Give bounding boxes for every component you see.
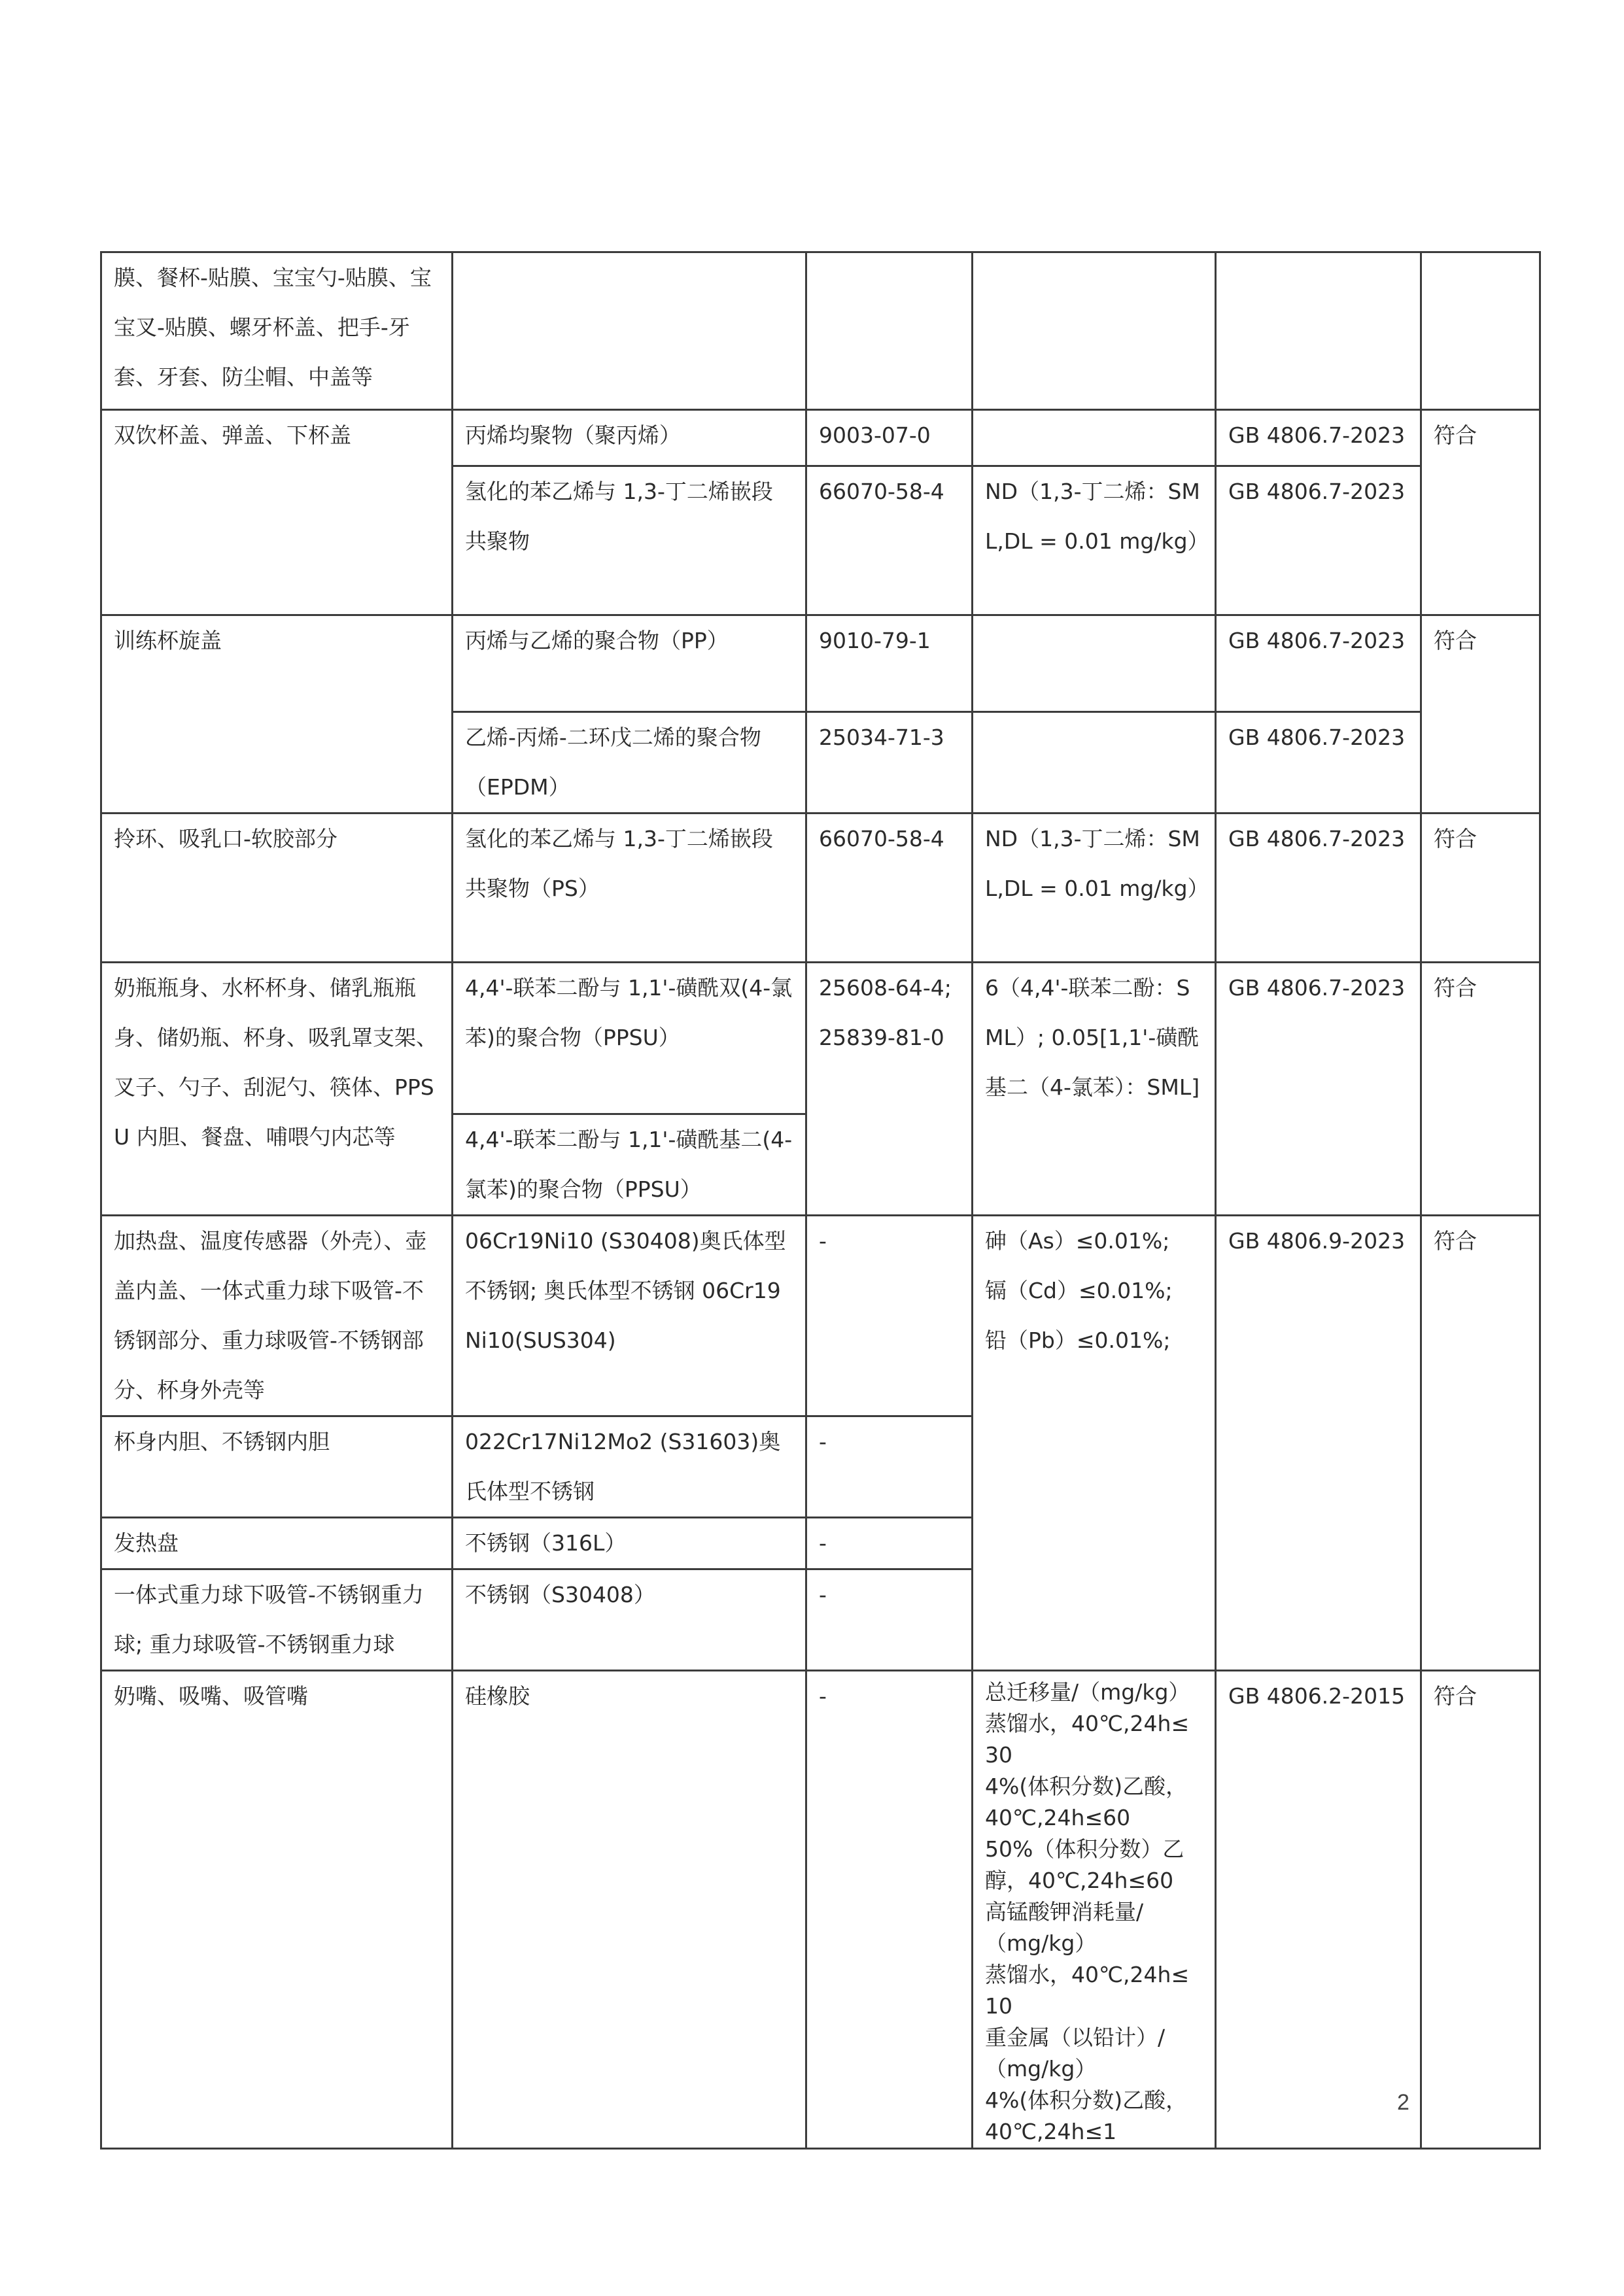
material-cell: 4,4'-联苯二酚与 1,1'-磺酰基二(4-氯苯)的聚合物（PPSU） <box>453 1114 806 1216</box>
limit-cell <box>973 1216 1216 1671</box>
standard-cell: GB 4806.7-2023 <box>1216 814 1421 963</box>
table-row <box>101 252 1540 410</box>
cas-cell: - <box>806 1569 973 1671</box>
limit-cell <box>973 1671 1216 2149</box>
cas-cell: - <box>806 1216 973 1416</box>
result-cell: 符合 <box>1421 410 1540 615</box>
cas-cell: 66070-58-4 <box>806 466 973 615</box>
limit-line: 醇，40℃,24h≤60 <box>985 1868 1174 1893</box>
cas-cell: - <box>806 1416 973 1518</box>
material-cell: 丙烯均聚物（聚丙烯） <box>453 410 806 466</box>
part-cell: 奶瓶瓶身、水杯杯身、储乳瓶瓶身、储奶瓶、杯身、吸乳罩支架、叉子、勺子、刮泥勺、筷体、PPSU 内胆、餐盘、哺喂勺内芯等 <box>101 963 453 1216</box>
standard-cell: GB 4806.2-2015 <box>1216 1671 1421 2149</box>
cas-cell: 66070-58-4 <box>806 814 973 963</box>
result-cell <box>1421 252 1540 410</box>
part-cell: 双饮杯盖、弹盖、下杯盖 <box>101 410 453 615</box>
part-cell: 一体式重力球下吸管-不锈钢重力球; 重力球吸管-不锈钢重力球 <box>101 1569 453 1671</box>
limit-line: 重金属（以铅计）/ <box>985 2025 1166 2050</box>
limit-line: 蒸馏水，40℃,24h≤30 <box>985 1711 1190 1768</box>
limit-cell <box>973 712 1216 814</box>
material-cell: 4,4'-联苯二酚与 1,1'-磺酰双(4-氯苯)的聚合物（PPSU） <box>453 963 806 1114</box>
page-number: 2 <box>1397 2090 1409 2115</box>
limit-line: （mg/kg） <box>985 2056 1097 2082</box>
cas-cell: - <box>806 1518 973 1569</box>
standard-cell <box>1216 252 1421 410</box>
limit-line: 总迁移量/（mg/kg） <box>985 1679 1190 1705</box>
limit-cell: 6（4,4'-联苯二酚：SML）; 0.05[1,1'-磺酰基二（4-氯苯）：SML] <box>973 963 1216 1216</box>
result-cell: 符合 <box>1421 814 1540 963</box>
limit-line: 砷（As）≤0.01%; <box>985 1228 1170 1254</box>
limit-cell <box>973 252 1216 410</box>
table-row <box>101 410 1540 466</box>
material-cell: 硅橡胶 <box>453 1671 806 2149</box>
table-row <box>101 1671 1540 2149</box>
cas-cell: 25034-71-3 <box>806 712 973 814</box>
limit-line: 高锰酸钾消耗量/ <box>985 1899 1144 1925</box>
table-row <box>101 1216 1540 1416</box>
cas-cell: - <box>806 1671 973 2149</box>
material-cell <box>453 252 806 410</box>
standard-cell: GB 4806.7-2023 <box>1216 410 1421 466</box>
compliance-table <box>100 251 1541 2150</box>
part-cell: 拎环、吸乳口-软胶部分 <box>101 814 453 963</box>
material-cell: 不锈钢（S30408） <box>453 1569 806 1671</box>
limit-line: 40℃,24h≤60 <box>985 1805 1131 1830</box>
material-cell: 氢化的苯乙烯与 1,3-丁二烯嵌段共聚物（PS） <box>453 814 806 963</box>
material-cell: 丙烯与乙烯的聚合物（PP） <box>453 615 806 712</box>
standard-cell: GB 4806.7-2023 <box>1216 466 1421 615</box>
standard-cell: GB 4806.7-2023 <box>1216 615 1421 712</box>
standard-cell: GB 4806.7-2023 <box>1216 963 1421 1216</box>
standard-cell: GB 4806.9-2023 <box>1216 1216 1421 1671</box>
limit-cell: ND（1,3-丁二烯：SML,DL = 0.01 mg/kg） <box>973 466 1216 615</box>
standard-cell: GB 4806.7-2023 <box>1216 712 1421 814</box>
limit-line: 4%(体积分数)乙酸， <box>985 2087 1188 2113</box>
material-cell: 不锈钢（316L） <box>453 1518 806 1569</box>
material-cell: 乙烯-丙烯-二环戊二烯的聚合物（EPDM） <box>453 712 806 814</box>
result-cell: 符合 <box>1421 1671 1540 2149</box>
material-cell: 022Cr17Ni12Mo2 (S31603)奥氏体型不锈钢 <box>453 1416 806 1518</box>
part-cell: 膜、餐杯-贴膜、宝宝勺-贴膜、宝宝叉-贴膜、螺牙杯盖、把手-牙套、牙套、防尘帽、中盖等 <box>101 252 453 410</box>
material-cell: 06Cr19Ni10 (S30408)奥氏体型不锈钢; 奥氏体型不锈钢 06Cr19Ni10(SUS304) <box>453 1216 806 1416</box>
material-cell: 氢化的苯乙烯与 1,3-丁二烯嵌段共聚物 <box>453 466 806 615</box>
limit-line: 蒸馏水，40℃,24h≤10 <box>985 1962 1190 2019</box>
table-row <box>101 963 1540 1114</box>
limit-line: 4%(体积分数)乙酸， <box>985 1773 1188 1799</box>
limit-line: 铅（Pb）≤0.01%; <box>985 1328 1171 1353</box>
limit-cell: ND（1,3-丁二烯：SML,DL = 0.01 mg/kg） <box>973 814 1216 963</box>
limit-cell <box>973 410 1216 466</box>
table-row <box>101 814 1540 963</box>
result-cell: 符合 <box>1421 1216 1540 1671</box>
limit-line: 镉（Cd）≤0.01%; <box>985 1278 1173 1303</box>
part-cell: 训练杯旋盖 <box>101 615 453 814</box>
limit-line: 40℃,24h≤1 <box>985 2119 1117 2144</box>
limit-line: （mg/kg） <box>985 1930 1097 1956</box>
part-cell: 杯身内胆、不锈钢内胆 <box>101 1416 453 1518</box>
part-cell: 加热盘、温度传感器（外壳）、壶盖内盖、一体式重力球下吸管-不锈钢部分、重力球吸管-不锈钢部分、杯身外壳等 <box>101 1216 453 1416</box>
cas-cell: 25608-64-4; 25839-81-0 <box>806 963 973 1216</box>
result-cell: 符合 <box>1421 963 1540 1216</box>
cas-cell: 9010-79-1 <box>806 615 973 712</box>
table-row <box>101 615 1540 712</box>
cas-cell: 9003-07-0 <box>806 410 973 466</box>
part-cell: 发热盘 <box>101 1518 453 1569</box>
limit-cell <box>973 615 1216 712</box>
part-cell: 奶嘴、吸嘴、吸管嘴 <box>101 1671 453 2149</box>
limit-line: 50%（体积分数）乙 <box>985 1836 1184 1862</box>
result-cell: 符合 <box>1421 615 1540 814</box>
cas-cell <box>806 252 973 410</box>
